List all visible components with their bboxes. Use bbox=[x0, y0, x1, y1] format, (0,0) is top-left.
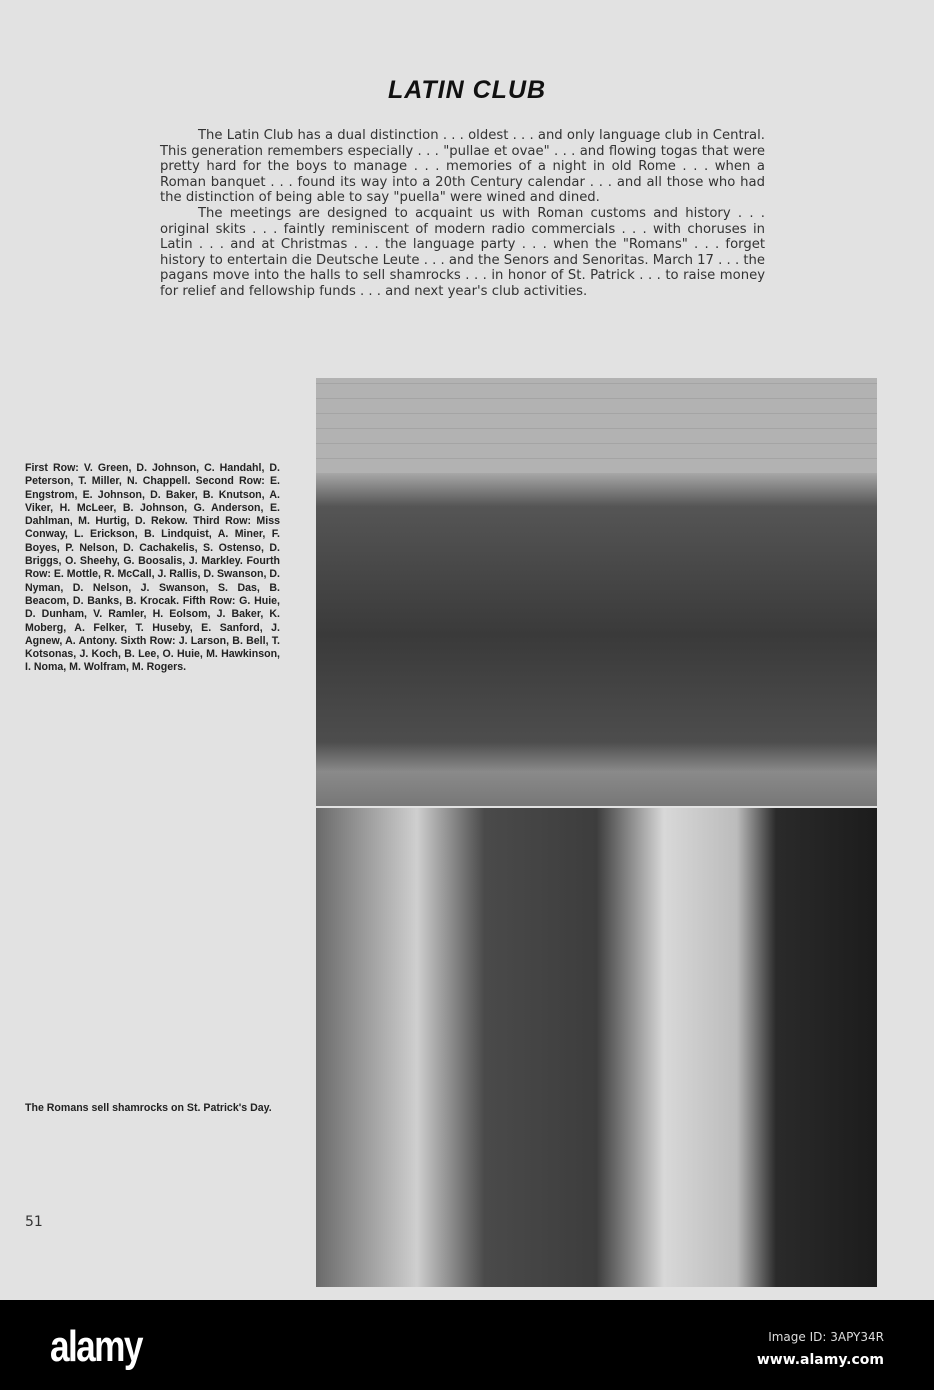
paragraph: The Latin Club has a dual distinction . . . oldest . . . and only language club in Central. This generation remembers especially . . . "pullae et ovae" . . . and flowing togas that were pretty hard for the boys to manage . . . memories of a night in old Rome . . . when a Roman banquet . . . found its way into a 20th Century calendar . . . and all those who had the distinction of being able to say "puella" were wined and dined. bbox=[160, 128, 765, 206]
page-title: LATIN CLUB bbox=[387, 76, 547, 104]
page-number: 51 bbox=[25, 1214, 43, 1230]
alamy-logo: alamy bbox=[50, 1322, 142, 1371]
group-photo bbox=[316, 378, 877, 806]
group-photo-caption: First Row: V. Green, D. Johnson, C. Handahl, D. Peterson, T. Miller, N. Chappell. Second Row: E. Engstrom, E. Johnson, D. Baker, B. Knutson, A. Viker, H. McLeer, B. Johnson, G. Anderson, E. Dahlman, M. Hurtig, D. Rekow. Third Row: Miss Conway, L. Erickson, B. Lindquist, A. Miner, F. Boyes, P. Nelson, D. Cachakelis, S. Ostenso, D. Briggs, O. Sheehy, G. Boosalis, J. Markley. Fourth Row: E. Mottle, R. McCall, J. Rallis, D. Swanson, D. Nyman, D. Nelson, J. Swanson, S. Das, B. Beacom, D. Banks, B. Krocak. Fifth Row: G. Huie, D. Dunham, V. Ramler, H. Eolsom, J. Baker, K. Moberg, A. Felker, T. Huseby, E. Sanford, J. Agnew, A. Antony. Sixth Row: J. Larson, B. Bell, T. Kotsonas, J. Koch, B. Lee, O. Huie, M. Hawkinson, I. Noma, M. Wolfram, M. Rogers. bbox=[25, 462, 280, 674]
paragraph: The meetings are designed to acquaint us with Roman customs and history . . . original skits . . . faintly reminiscent of modern radio commercials . . . with choruses in Latin . . . and at Christmas . . . the language party . . . when the "Romans" . . . forget history to entertain die Deutsche Leute . . . and the Senors and Senoritas. March 17 . . . the pagans move into the halls to sell shamrocks . . . in honor of St. Patrick . . . to raise money for relief and fellowship funds . . . and next year's club activities. bbox=[160, 205, 765, 299]
watermark-url: www.alamy.com bbox=[756, 1352, 884, 1368]
image-id: Image ID: 3APY34R bbox=[768, 1330, 884, 1344]
shamrock-sale-photo bbox=[316, 808, 877, 1287]
watermark-bar bbox=[0, 1300, 934, 1390]
article-body bbox=[160, 128, 765, 300]
shamrock-photo-caption: The Romans sell shamrocks on St. Patrick's Day. bbox=[25, 1102, 272, 1114]
